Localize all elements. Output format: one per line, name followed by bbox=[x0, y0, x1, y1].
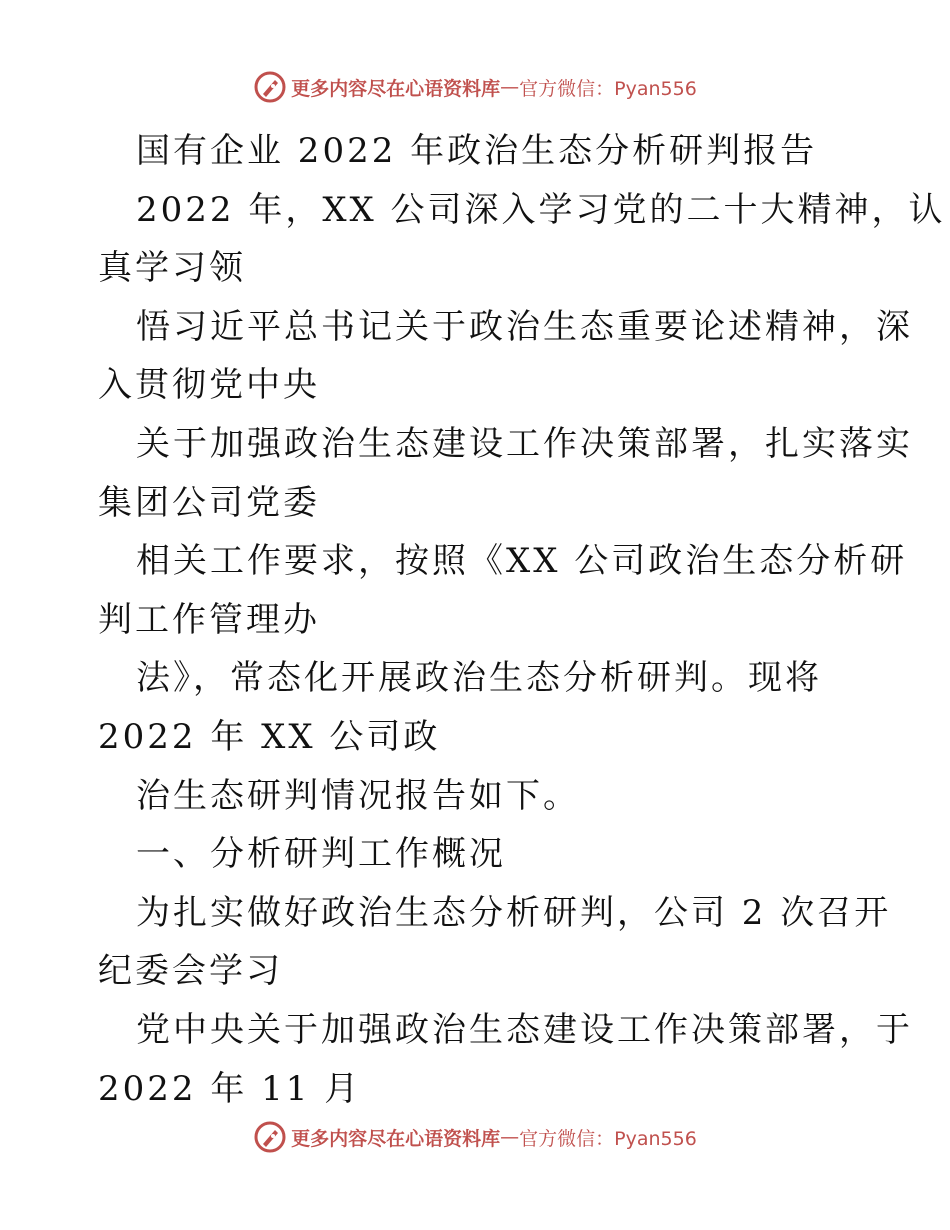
paragraph-line: 为扎实做好政治生态分析研判，公司 2 次召开 bbox=[136, 892, 892, 933]
watermark-brand: 更多内容尽在心语资料库 bbox=[291, 77, 501, 100]
header-watermark bbox=[0, 70, 950, 104]
paragraph-line: 2022 年 11 月 bbox=[98, 1068, 362, 1109]
paragraph-line: 法》，常态化开展政治生态分析研判。现将 bbox=[136, 658, 822, 699]
paragraph-line: 判工作管理办 bbox=[98, 599, 320, 640]
paragraph-line: 入贯彻党中央 bbox=[98, 365, 320, 406]
paragraph-line: 治生态研判情况报告如下。 bbox=[136, 775, 580, 816]
document-title: 国有企业 2022 年政治生态分析研判报告 bbox=[136, 131, 818, 171]
paragraph-line: 2022 年 XX 公司政 bbox=[98, 716, 441, 757]
watermark-separator: — bbox=[500, 1126, 520, 1148]
pen-nib-circle-icon bbox=[253, 1120, 287, 1154]
paragraph-line: 悟习近平总书记关于政治生态重要论述精神，深 bbox=[136, 306, 913, 347]
document-body bbox=[98, 122, 946, 1118]
footer-watermark bbox=[0, 1120, 950, 1154]
watermark-wechat: 官方微信：Pyan556 bbox=[519, 1127, 697, 1150]
paragraph-line: 2022 年，XX 公司深入学习党的二十大精神，认 bbox=[136, 189, 946, 230]
paragraph-line: 真学习领 bbox=[98, 248, 246, 289]
paragraph-line: 纪委会学习 bbox=[98, 951, 283, 992]
watermark-wechat: 官方微信：Pyan556 bbox=[519, 77, 697, 100]
watermark-brand: 更多内容尽在心语资料库 bbox=[291, 1127, 501, 1150]
pen-nib-circle-icon bbox=[253, 70, 287, 104]
section-heading: 一、分析研判工作概况 bbox=[136, 834, 506, 875]
paragraph-line: 相关工作要求，按照《XX 公司政治生态分析研 bbox=[136, 541, 908, 582]
paragraph-line: 关于加强政治生态建设工作决策部署，扎实落实 bbox=[136, 423, 913, 464]
paragraph-line: 党中央关于加强政治生态建设工作决策部署，于 bbox=[136, 1009, 913, 1050]
paragraph-line: 集团公司党委 bbox=[98, 482, 320, 523]
watermark-separator: — bbox=[500, 76, 520, 98]
